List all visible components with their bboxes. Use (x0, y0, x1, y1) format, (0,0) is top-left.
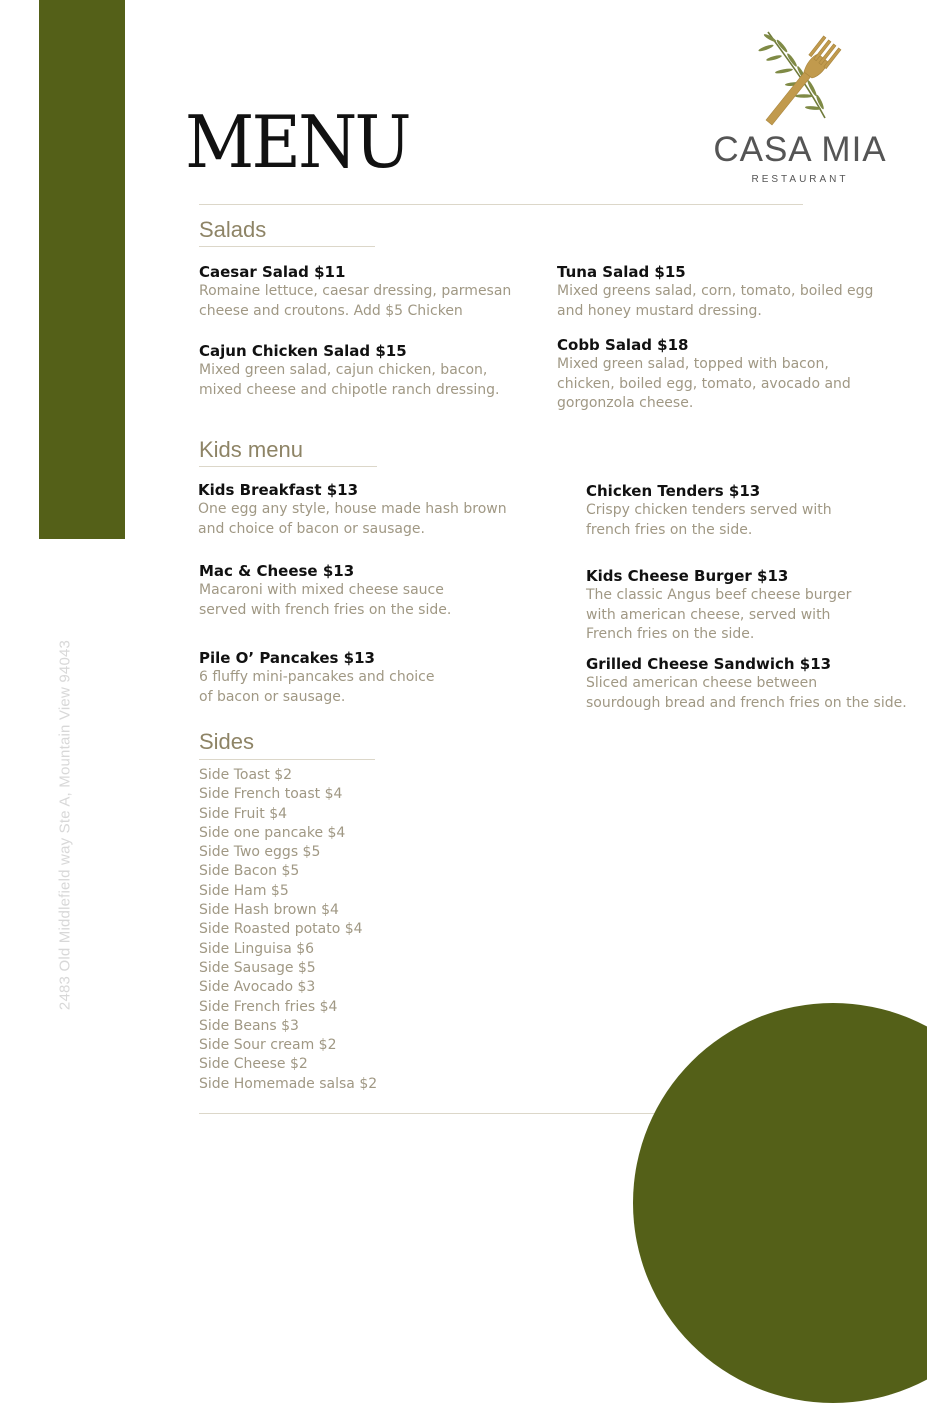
list-item: Side Beans $3 (199, 1017, 299, 1034)
item-name: Tuna Salad $15 (557, 263, 686, 281)
logo-name: CASA MIA (713, 130, 887, 169)
item-desc: Mixed greens salad, corn, tomato, boiled egg (557, 283, 874, 299)
item-desc: Macaroni with mixed cheese sauce (199, 582, 444, 598)
item-desc: Sliced american cheese between (586, 675, 818, 691)
list-item: Side Avocado $3 (199, 979, 316, 996)
item-name: Grilled Cheese Sandwich $13 (586, 655, 832, 673)
list-item: Side Sour cream $2 (199, 1037, 337, 1054)
menu-item (557, 263, 873, 321)
list-item: Side Fruit $4 (199, 805, 288, 822)
menu-item (586, 655, 907, 713)
restaurant-logo (700, 26, 900, 191)
list-item: Side French fries $4 (199, 998, 338, 1015)
item-name: Chicken Tenders $13 (586, 482, 761, 500)
item-desc: One egg any style, house made hash brown (198, 501, 507, 517)
list-item: Side one pancake $4 (199, 824, 346, 841)
item-desc: gorgonzola cheese. (557, 395, 694, 411)
section-title-salads: Salads (199, 217, 267, 242)
item-desc: Romaine lettuce, caesar dressing, parmesan (199, 283, 512, 299)
menu-item (198, 481, 507, 539)
item-name: Cajun Chicken Salad $15 (199, 342, 407, 360)
list-item: Side Toast $2 (199, 767, 293, 783)
menu-item (557, 336, 851, 414)
left-green-bar (39, 0, 125, 539)
list-item: Side Bacon $5 (199, 863, 300, 880)
footer-divider (199, 1113, 669, 1114)
page-title: MENU (185, 100, 409, 184)
item-desc: mixed cheese and chipotle ranch dressing. (199, 381, 500, 398)
item-desc: 6 fluffy mini-pancakes and choice (199, 669, 435, 685)
salads-underline (199, 246, 375, 247)
menu-item (199, 263, 511, 321)
list-item: Side French toast $4 (199, 786, 343, 803)
item-desc: chicken, boiled egg, tomato, avocado and (557, 375, 851, 392)
item-desc: served with french fries on the side. (199, 601, 452, 618)
item-desc: and honey mustard dressing. (557, 302, 762, 319)
menu-item (586, 567, 851, 645)
item-name: Cobb Salad $18 (557, 336, 689, 354)
list-item: Side Roasted potato $4 (199, 921, 363, 938)
kids-underline (199, 466, 377, 467)
sides-list (199, 766, 377, 1094)
item-desc: Crispy chicken tenders served with (586, 502, 832, 518)
list-item: Side Hash brown $4 (199, 902, 339, 919)
section-title-kids: Kids menu (199, 437, 303, 462)
logo-subtitle: RESTAURANT (751, 174, 849, 185)
menu-item (199, 562, 451, 620)
menu-item (199, 649, 434, 707)
item-desc: french fries on the side. (586, 521, 753, 538)
list-item: Side Linguisa $6 (199, 940, 315, 957)
item-desc: of bacon or sausage. (199, 688, 346, 705)
menu-item (586, 482, 832, 540)
menu-item (199, 342, 500, 400)
decorative-green-circle (633, 1003, 927, 1403)
fork-rosemary-icon (700, 26, 900, 126)
sides-underline (199, 759, 375, 760)
list-item: Side Two eggs $5 (199, 844, 321, 861)
item-name: Caesar Salad $11 (199, 263, 346, 281)
item-desc: The classic Angus beef cheese burger (586, 587, 852, 603)
list-item: Side Homemade salsa $2 (199, 1075, 378, 1092)
item-name: Kids Breakfast $13 (198, 481, 359, 499)
item-desc: with american cheese, served with (586, 606, 831, 623)
address-text: 2483 Old Middlefield way Ste A, Mountain View 94043 (56, 639, 74, 1011)
list-item: Side Sausage $5 (199, 959, 316, 976)
list-item: Side Ham $5 (199, 882, 289, 899)
section-title-sides: Sides (199, 729, 255, 754)
item-desc: Mixed green salad, cajun chicken, bacon, (199, 362, 488, 378)
item-desc: sourdough bread and french fries on the side. (586, 694, 907, 711)
item-name: Pile O’ Pancakes $13 (199, 649, 375, 667)
header-divider (199, 204, 803, 205)
item-desc: and choice of bacon or sausage. (198, 520, 425, 537)
item-desc: French fries on the side. (586, 626, 755, 642)
list-item: Side Cheese $2 (199, 1056, 308, 1073)
item-desc: Mixed green salad, topped with bacon, (557, 356, 829, 372)
item-name: Kids Cheese Burger $13 (586, 567, 789, 585)
item-name: Mac & Cheese $13 (199, 562, 355, 580)
item-desc: cheese and croutons. Add $5 Chicken (199, 302, 463, 319)
